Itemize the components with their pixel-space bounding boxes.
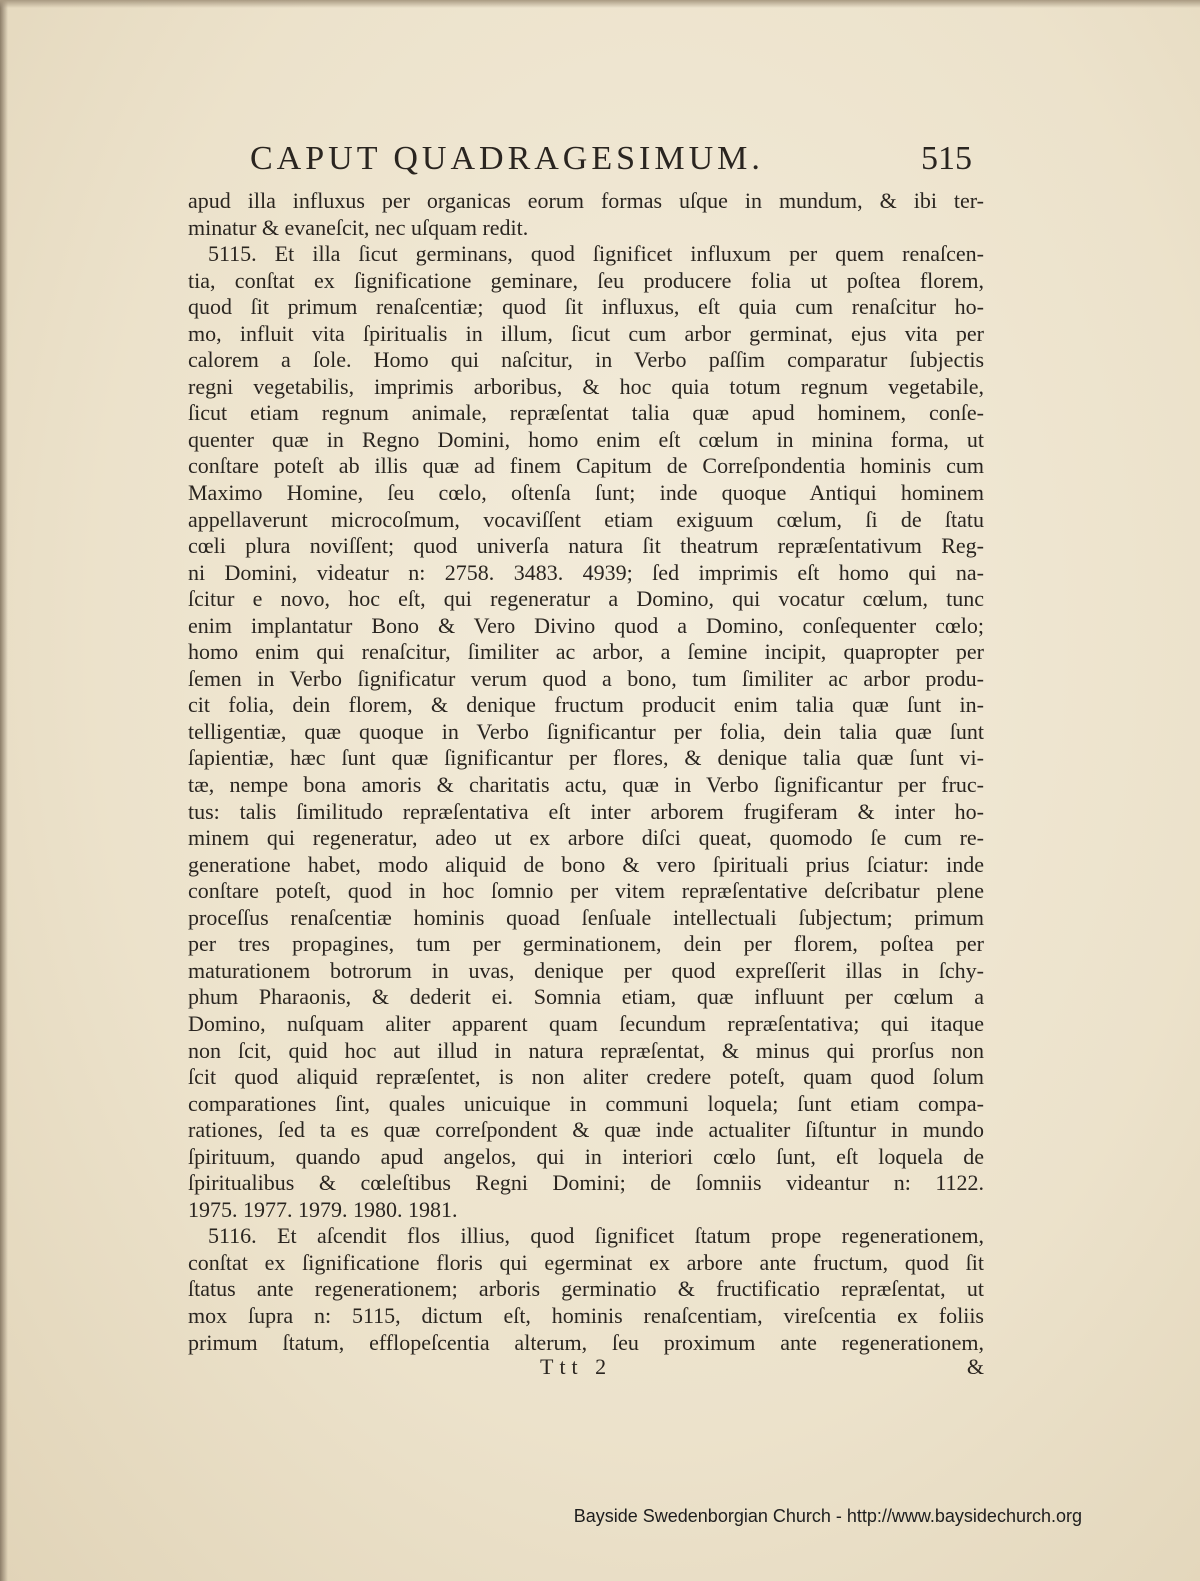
text-line: enim implantatur Bono & Vero Divino quod a Domino, conſequenter cœlo; bbox=[188, 612, 984, 638]
text-line: comparationes ſint, quales unicuique in communi loquela; ſunt etiam compa- bbox=[188, 1090, 984, 1116]
text-line: ſtatus ante regenerationem; arboris germinatio & fructificatio repræſentat, ut bbox=[188, 1276, 984, 1302]
text-line: telligentiæ, quæ quoque in Verbo ſignificantur per folia, dein talia quæ ſunt bbox=[188, 718, 984, 744]
text-line: calorem a ſole. Homo qui naſcitur, in Verbo paſſim comparatur ſubjectis bbox=[188, 347, 984, 373]
text-line: generatione habet, modo aliquid de bono & vero ſpirituali prius ſciatur: inde bbox=[188, 851, 984, 877]
text-line: ſicut etiam regnum animale, repræſentat talia quæ apud hominem, conſe- bbox=[188, 400, 984, 426]
catchword: & bbox=[966, 1354, 984, 1379]
text-line: tia, conſtat ex ſignificatione geminare, ſeu producere folia ut poſtea florem, bbox=[188, 267, 984, 293]
text-line: ſcit quod aliquid repræſentet, is non aliter credere poteſt, quam quod ſolum bbox=[188, 1064, 984, 1090]
text-line: minem qui regeneratur, adeo ut ex arbore diſci queat, quomodo ſe cum re- bbox=[188, 825, 984, 851]
page-edge-shadow-left bbox=[0, 0, 8, 1581]
text-line: maturationem botrorum in uvas, denique per quod expreſſerit illas in ſchy- bbox=[188, 957, 984, 983]
text-line: phum Pharaonis, & dederit ei. Somnia etiam, quæ influunt per cœlum a bbox=[188, 984, 984, 1010]
paragraph-start-5115: 5115. Et illa ſicut germinans, quod ſignificet influxum per quem renaſcen- bbox=[208, 241, 984, 267]
text-line: ſapientiæ, hæc ſunt quæ ſignificantur per flores, & denique talia quæ ſunt vi- bbox=[188, 745, 984, 771]
signature-mark: Ttt 2 bbox=[540, 1354, 613, 1379]
text-line: conſtare poteſt, quod in hoc ſomnio per vitem repræſentative deſcribatur plene bbox=[188, 878, 984, 904]
text-line: appellaverunt microcoſmum, vocaviſſent etiam exiguum cœlum, ſi de ſtatu bbox=[188, 506, 984, 532]
text-line: conſtat ex ſignificatione floris qui egerminat ex arbore ante fructum, quod ſit bbox=[188, 1249, 984, 1275]
page-header bbox=[180, 140, 972, 190]
text-line: cœli plura noviſſent; quod univerſa natura ſit theatrum repræſentativum Reg- bbox=[188, 533, 984, 559]
text-line: ni Domini, videatur n: 2758. 3483. 4939; ſed imprimis eſt homo qui na- bbox=[188, 559, 984, 585]
text-line: tus: talis ſimilitudo repræſentativa eſt inter arborem frugiferam & inter ho- bbox=[188, 798, 984, 824]
text-line: cit folia, dein florem, & denique fructum producit enim talia quæ ſunt in- bbox=[188, 692, 984, 718]
text-line: apud illa influxus per organicas eorum formas uſque in mundum, & ibi ter- bbox=[188, 188, 984, 213]
page-number: 515 bbox=[921, 140, 972, 177]
text-line: per tres propagines, tum per germinationem, dein per florem, poſtea per bbox=[188, 931, 984, 957]
text-line: mo, influit vita ſpiritualis in illum, ſicut cum arbor germinat, ejus vita per bbox=[188, 320, 984, 346]
text-line: ſpirituum, quando apud angelos, qui in interiori cœlo ſunt, eſt loquela de bbox=[188, 1143, 984, 1169]
text-line: ſcitur e novo, hoc eſt, qui regeneratur a Domino, qui vocatur cœlum, tunc bbox=[188, 586, 984, 612]
text-line: ſemen in Verbo ſignificatur verum quod a bono, tum ſimiliter ac arbor produ- bbox=[188, 665, 984, 691]
text-line: 1975. 1977. 1979. 1980. 1981. bbox=[188, 1196, 458, 1222]
text-line: Maximo Homine, ſeu cœlo, oſtenſa ſunt; inde quoque Antiqui hominem bbox=[188, 480, 984, 506]
text-line: regni vegetabilis, imprimis arboribus, & hoc quia totum regnum vegetabile, bbox=[188, 373, 984, 399]
text-line: primum ſtatum, efflореſcentia alterum, ſeu proximum ante regenerationem, bbox=[188, 1329, 984, 1355]
text-line: ſpiritualibus & cœleſtibus Regni Domini; de ſomniis videantur n: 1122. bbox=[188, 1170, 984, 1196]
page-edge-shadow-top bbox=[0, 0, 1200, 8]
text-line: conſtare poteſt ab illis quæ ad finem Capitum de Correſpondentia hominis cum bbox=[188, 453, 984, 479]
text-line: quenter quæ in Regno Domini, homo enim eſt cœlum in minina forma, ut bbox=[188, 426, 984, 452]
body-text bbox=[188, 188, 984, 1356]
text-line: tæ, nempe bona amoris & charitatis actu, quæ in Verbo ſignificantur per fruc- bbox=[188, 772, 984, 798]
text-line: non ſcit, quid hoc aut illud in natura repræſentat, & minus qui prorſus non bbox=[188, 1037, 984, 1063]
text-line: homo enim qui renaſcitur, ſimiliter ac arbor, a ſemine incipit, quapropter per bbox=[188, 639, 984, 665]
page-footer bbox=[188, 1354, 984, 1382]
text-line: quod ſit primum renaſcentiæ; quod ſit influxus, eſt quia cum renaſcitur ho- bbox=[188, 294, 984, 320]
text-line: minatur & evaneſcit, nec uſquam redit. bbox=[188, 214, 529, 240]
running-title: CAPUT QUADRAGESIMUM. bbox=[250, 140, 764, 177]
paragraph-start-5116: 5116. Et aſcendit flos illius, quod ſignificet ſtatum prope regenerationem, bbox=[208, 1223, 984, 1249]
text-line: Domino, nuſquam aliter apparent quam ſecundum repræſentativa; qui itaque bbox=[188, 1010, 984, 1036]
source-watermark: Bayside Swedenborgian Church - http://www.baysidechurch.org bbox=[573, 1506, 1082, 1526]
text-line: mox ſupra n: 5115, dictum eſt, hominis renaſcentiam, vireſcentia ex foliis bbox=[188, 1302, 984, 1328]
text-line: proceſſus renaſcentiæ hominis quoad ſenſuale intellectuali ſubjectum; primum bbox=[188, 904, 984, 930]
text-line: rationes, ſed ta es quæ correſpondent & quæ inde actualiter ſiſtuntur in mundo bbox=[188, 1117, 984, 1143]
